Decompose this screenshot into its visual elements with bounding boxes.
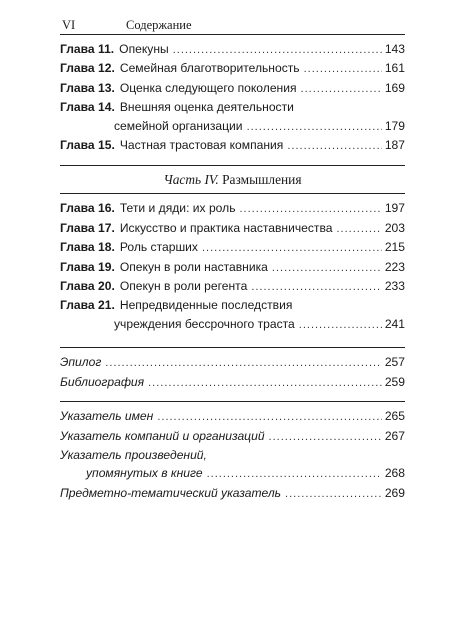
part-heading [60,166,405,193]
page-ref: 203 [384,220,405,235]
dot-leader [148,374,382,392]
chapter-title: Опекуны [119,42,169,56]
toc-entry [60,407,405,426]
part-label: Часть IV. [163,172,219,188]
page-ref: 161 [384,61,405,76]
dot-leader [157,408,381,426]
chapter-title: Тети и дяди: их роль [119,201,236,216]
running-header [60,16,405,35]
dot-leader [336,220,381,238]
dot-leader [240,200,382,218]
page-number: VI [62,18,76,32]
chapter-title-continued: семейной организации [114,118,243,133]
part-title: Размышления [222,172,302,188]
dot-leader [285,485,382,503]
chapter-title: Опекун в роли регента [119,279,248,294]
chapter-number: Глава 15. [60,138,115,153]
toc-entry [60,484,405,503]
toc-entry [60,258,405,277]
toc-entry [60,296,405,334]
chapter-number: Глава 19. [60,259,115,274]
chapter-title-continued: учреждения бессрочного траста [114,316,295,331]
chapter-title: Непредвиденные последствия [119,298,293,313]
toc-section-3 [60,353,405,392]
toc-entry [60,79,405,98]
chapter-number: Глава 12. [60,61,115,76]
entry-title: Эпилог [60,355,102,370]
divider [60,401,405,402]
page-ref: 233 [384,279,405,294]
chapter-number: Глава 17. [60,220,115,235]
page-ref: 259 [384,374,405,389]
toc-entry [60,219,405,238]
toc-entry [60,427,405,446]
chapter-number: Глава 21. [60,298,115,313]
chapter-number: Глава 13. [60,80,115,95]
dot-leader [105,354,382,372]
chapter-title: Семейная благотворительность [119,61,300,76]
dot-leader [202,239,382,257]
dot-leader [301,80,382,98]
page-ref: 187 [384,138,405,153]
page-ref: 257 [384,355,405,370]
entry-title-continued: упомянутых в книге [86,466,203,481]
page-ref: 179 [384,118,405,133]
chapter-title: Частная трастовая компания [119,138,284,153]
chapter-title: Внешняя оценка деятельности [119,100,294,115]
toc-section-1 [60,40,405,155]
toc-entry [60,238,405,257]
toc-entry [60,59,405,78]
toc-entry [60,446,405,484]
chapter-title: Опекун в роли наставника [119,259,268,274]
chapter-number: Глава 11. [60,42,115,56]
toc-entry [60,98,405,136]
dot-leader [299,316,382,334]
toc-entry [60,353,405,372]
page-ref: 268 [384,466,405,481]
entry-title: Указатель имен [60,409,154,424]
dot-leader [173,41,382,59]
running-title: Содержание [126,18,192,32]
chapter-number: Глава 14. [60,100,115,115]
chapter-title: Роль старших [119,240,198,255]
chapter-title: Оценка следующего поколения [119,80,297,95]
page-ref: 215 [384,240,405,255]
chapter-title: Искусство и практика наставничества [119,220,333,235]
dot-leader [304,60,382,78]
page-ref: 265 [384,409,405,424]
toc-section-4 [60,407,405,503]
toc-entry [60,199,405,218]
toc-entry [60,40,405,59]
dot-leader [287,137,381,155]
page-ref: 269 [384,485,405,500]
chapter-number: Глава 16. [60,201,115,216]
dot-leader [207,465,382,483]
page-ref: 223 [384,259,405,274]
entry-title: Библиография [60,374,145,389]
toc-section-2 [60,199,405,334]
toc-entry [60,136,405,155]
entry-title: Указатель компаний и организаций [60,428,265,443]
dot-leader [251,278,382,296]
entry-title: Указатель произведений, [60,447,207,462]
toc-entry [60,373,405,392]
dot-leader [269,428,382,446]
chapter-number: Глава 18. [60,240,115,255]
divider [60,347,405,348]
page-ref: 169 [384,80,405,95]
page-ref: 241 [384,316,405,331]
dot-leader [272,259,382,277]
entry-title: Предметно-тематический указатель [60,485,282,500]
page-ref: 197 [384,201,405,216]
divider [60,193,405,194]
chapter-number: Глава 20. [60,279,115,294]
dot-leader [247,118,382,136]
toc-entry [60,277,405,296]
page-ref: 267 [384,428,405,443]
page-ref: 143 [384,42,405,56]
toc-page [60,16,405,503]
